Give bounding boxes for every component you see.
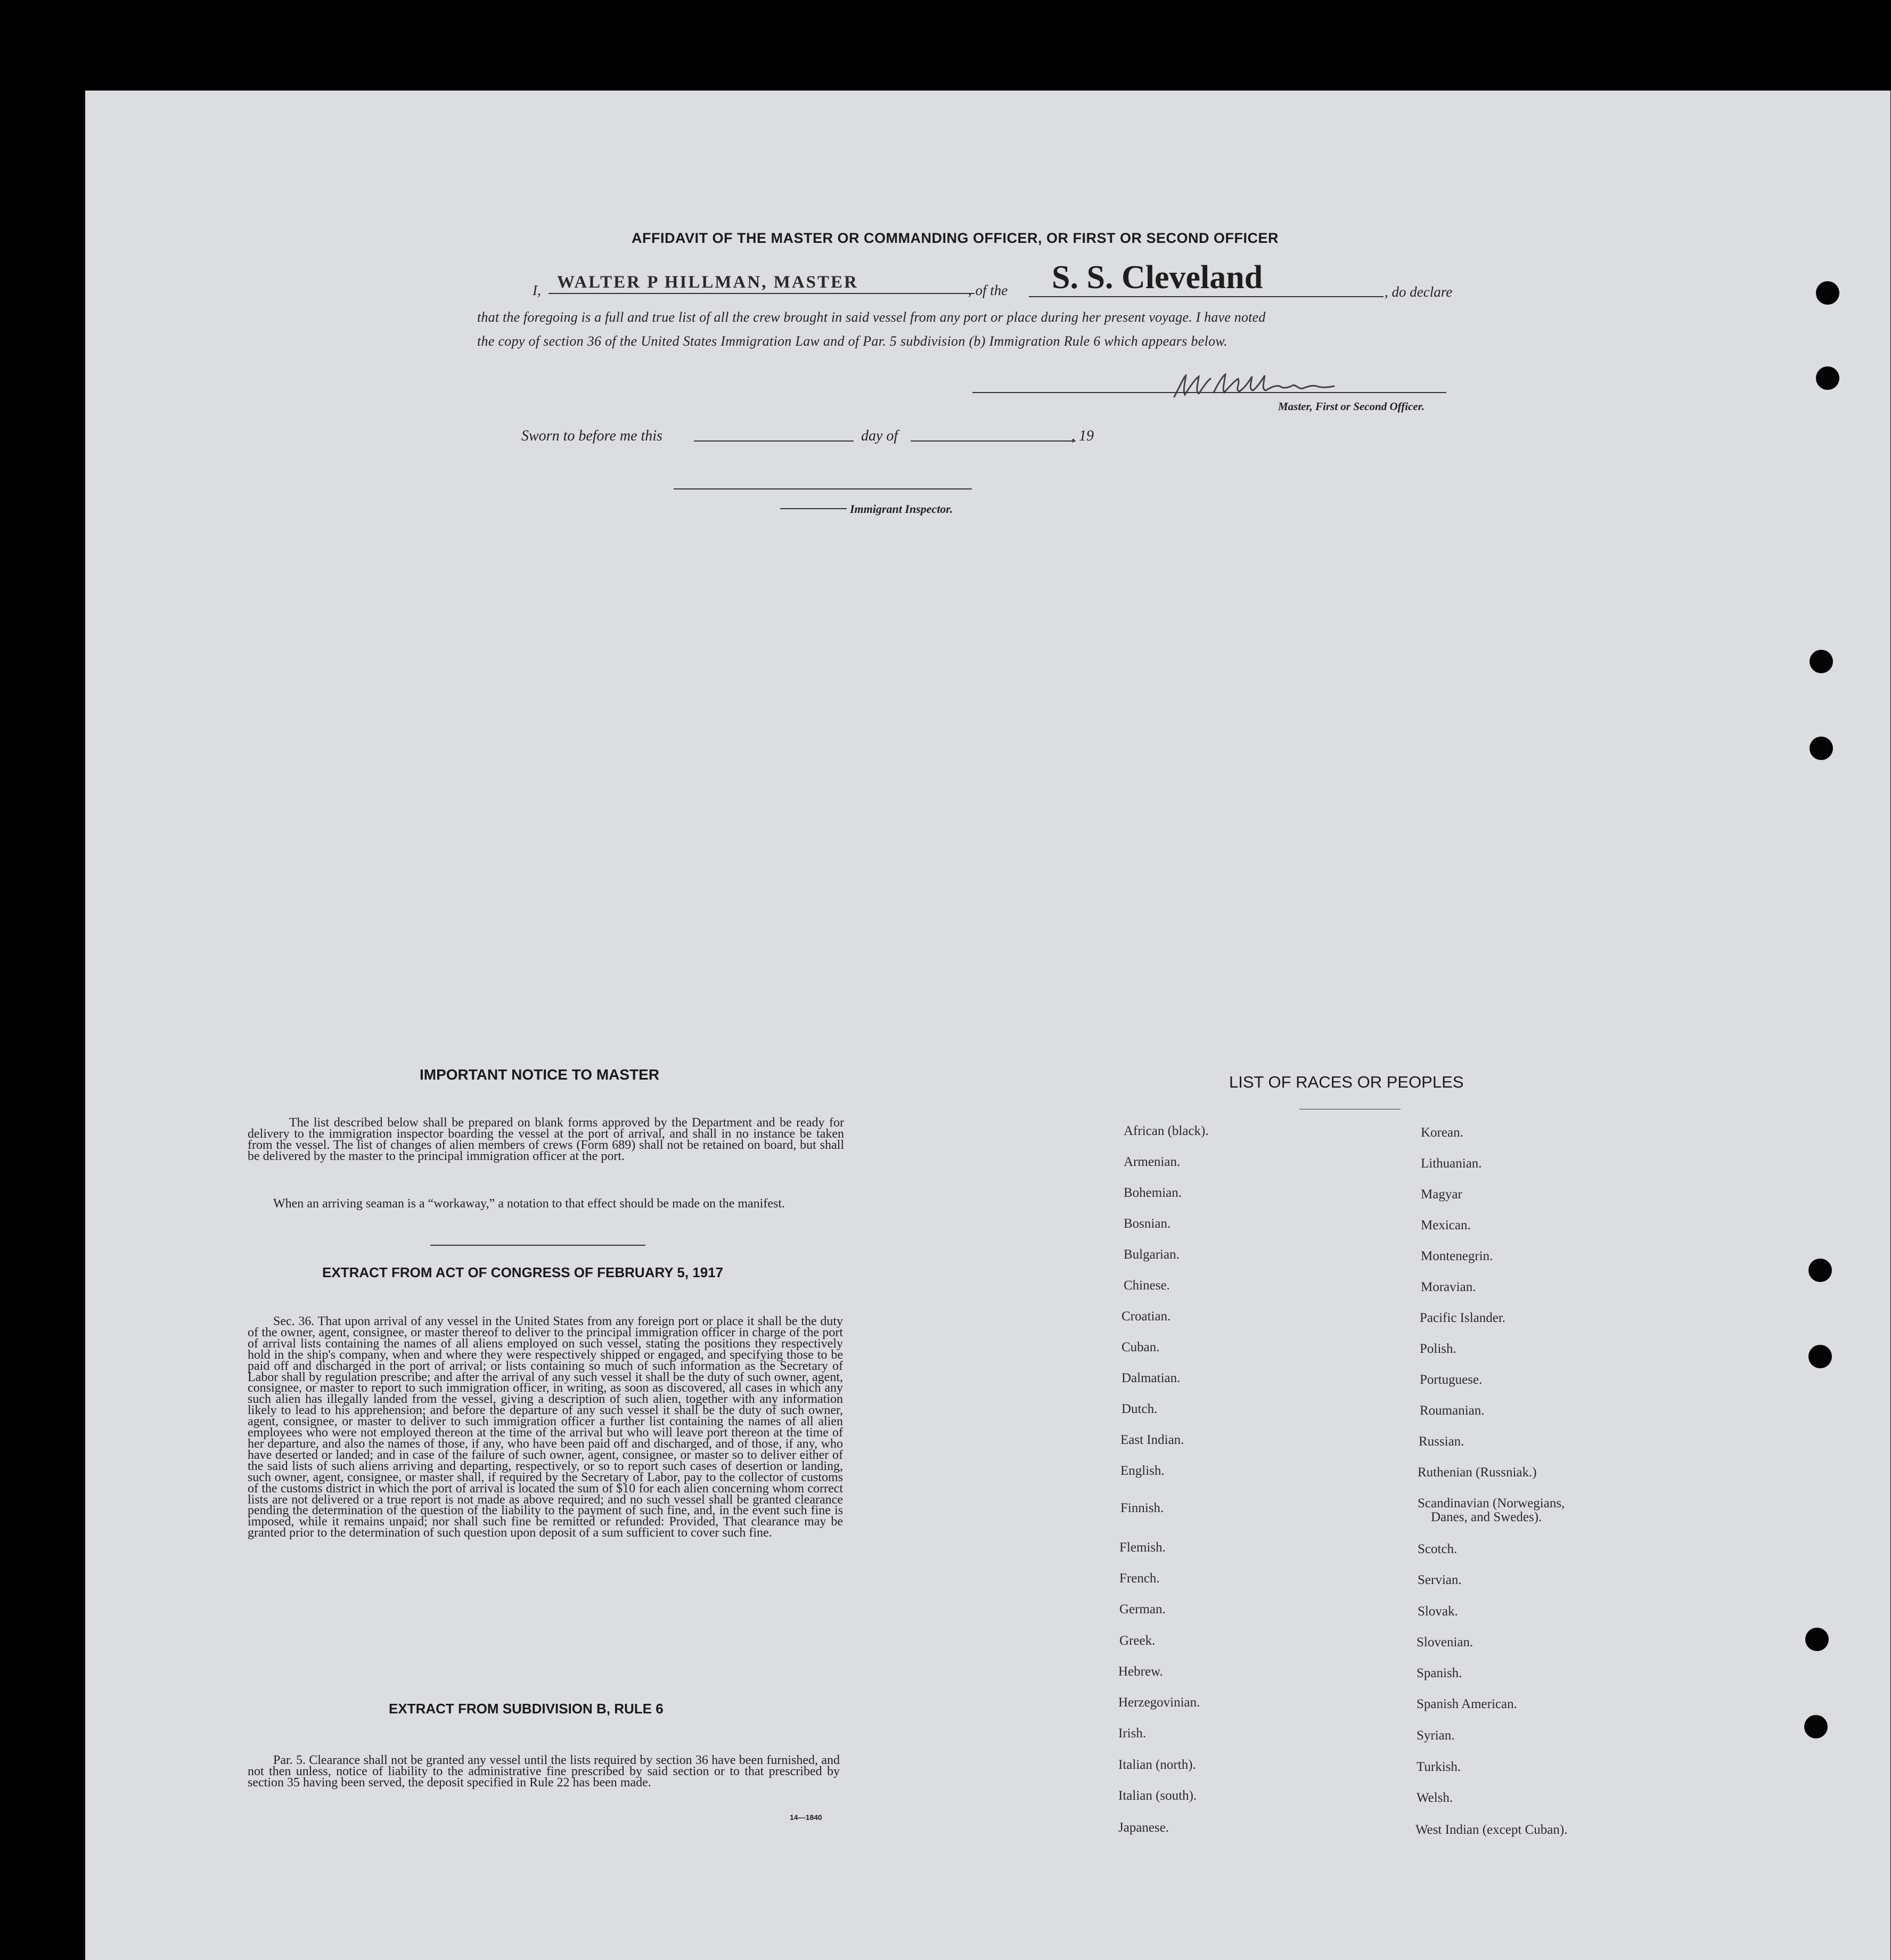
- race-item: African (black).: [1124, 1124, 1209, 1138]
- affidavit-do-declare: , do declare: [1385, 284, 1453, 300]
- ship-name-field: S. S. Cleveland: [1052, 259, 1263, 296]
- race-item: Spanish.: [1417, 1666, 1462, 1680]
- race-item: Croatian.: [1121, 1309, 1171, 1324]
- race-item: Bosnian.: [1124, 1216, 1171, 1231]
- punch-hole: [1810, 650, 1833, 673]
- race-item: Dutch.: [1121, 1402, 1158, 1416]
- race-item: Mexican.: [1421, 1218, 1471, 1232]
- race-item: Scotch.: [1418, 1542, 1458, 1556]
- signature-line: [972, 392, 1446, 393]
- race-item: Syrian.: [1417, 1728, 1455, 1743]
- sworn-prefix: Sworn to before me this: [521, 428, 662, 444]
- inspector-short-line: [780, 508, 847, 509]
- master-name-line: [549, 293, 975, 294]
- race-item: Hebrew.: [1118, 1664, 1163, 1679]
- race-item: Cuban.: [1121, 1340, 1160, 1354]
- ship-name-line: [1029, 296, 1384, 297]
- affidavit-i-prefix: I,: [533, 282, 541, 298]
- punch-hole: [1810, 737, 1833, 760]
- punch-hole: [1804, 1715, 1828, 1738]
- inspector-signature-line: [674, 488, 972, 489]
- punch-hole: [1816, 366, 1839, 390]
- sworn-day-label: day of: [861, 428, 898, 444]
- race-item: Bulgarian.: [1124, 1247, 1180, 1262]
- notice-paragraph-2: When an arriving seaman is a “workaway,” a notation to that effect should be made on the manifest.: [273, 1197, 785, 1211]
- race-item: East Indian.: [1120, 1433, 1184, 1447]
- sworn-month-line: [911, 440, 1076, 442]
- rule-extract-heading: EXTRACT FROM SUBDIVISION B, RULE 6: [389, 1701, 664, 1717]
- affidavit-statement-line2: the copy of section 36 of the United States Immigration Law and of Par. 5 subdivision (b) Immigration Rule 6 which appears below.: [477, 333, 1227, 349]
- punch-hole: [1808, 1345, 1832, 1368]
- race-item: Welsh.: [1417, 1791, 1453, 1805]
- race-item: West Indian (except Cuban).: [1415, 1823, 1568, 1837]
- race-item: Montenegrin.: [1421, 1249, 1493, 1263]
- race-item: Turkish.: [1417, 1760, 1461, 1774]
- race-item: Russian.: [1419, 1434, 1464, 1449]
- sworn-day-line: [694, 440, 854, 442]
- race-item: Lithuanian.: [1421, 1156, 1482, 1171]
- act-extract-text: Sec. 36. That upon arrival of any vessel in the United States from any foreign port or place it shall be the duty of the owner, agent, consignee, or master thereof to deliver to the principal immigration officer in charge of the port of arrival lists containing the names of all aliens employed on such vessel, stating the positions they respectively hold in the ship's company, when and where they were respectively shipped or engaged, and specifying those to be paid off and discharged in the port of arrival; or lists containing so much of such information as the Secretary of Labor shall by regulation prescribe; and after the arrival of any such vessel it shall be the duty of such owner, agent, consignee, or master to report to such immigration officer, in writing, as soon as discovered, all cases in which any such alien has illegally landed from the vessel, giving a description of such alien, together with any information likely to lead to his apprehension; and before the departure of any such vessel it shall be the duty of such owner, agent, consignee, or master to deliver to such immigration officer a further list containing the names of all alien employees who were not employed thereon at the time of the arrival but who will leave port thereon at the time of her departure, and also the names of those, if any, who have been paid off and discharged, and of those, if any, who have deserted or landed; and in case of the failure of such owner, agent, consignee, or master so to deliver either of the said lists of such aliens arriving and departing, respectively, or so to report such cases of desertion or landing, such owner, agent, consignee, or master shall, if required by the Secretary of Labor, pay to the collector of customs of the customs district in which the port of arrival is located the sum of $10 for each alien concerning whom correct lists are not delivered or a true report is not made as above required; and no such vessel shall be granted clearance pending the determination of the question of the liability to the payment of such fine, and, in the event such fine is imposed, while it remains unpaid; nor shall such fine be remitted or refunded: Provided, That clearance may be granted prior to the determination of such question upon deposit of a sum sufficient to cover such fine.: [248, 1314, 843, 1540]
- inspector-caption: Immigrant Inspector.: [850, 502, 953, 516]
- race-item: Moravian.: [1421, 1280, 1476, 1294]
- sworn-year-label: , 19: [1071, 428, 1094, 444]
- race-item: Finnish.: [1120, 1501, 1164, 1515]
- race-item: French.: [1119, 1571, 1160, 1586]
- race-item: Pacific Islander.: [1420, 1311, 1506, 1325]
- race-item: Irish.: [1118, 1726, 1147, 1741]
- notice-paragraph-1: The list described below shall be prepared on blank forms approved by the Department and be ready for delivery to the immigration inspector boarding the vessel at the port of arrival, and shall in no instance be taken from the vessel. The list of changes of alien members of crews (Form 689) shall not be retained on board, but shall be delivered by the master to the principal immigration officer at the port.: [248, 1116, 844, 1163]
- race-item: Dalmatian.: [1121, 1371, 1181, 1385]
- form-number: 14—1840: [790, 1813, 822, 1822]
- punch-hole: [1816, 281, 1839, 305]
- punch-hole: [1805, 1628, 1829, 1651]
- race-item: Chinese.: [1124, 1278, 1170, 1293]
- race-item: Roumanian.: [1420, 1403, 1485, 1418]
- race-item: English.: [1120, 1464, 1165, 1478]
- section-divider: [430, 1245, 645, 1246]
- race-item: Japanese.: [1118, 1820, 1169, 1835]
- race-item: Korean.: [1421, 1125, 1463, 1140]
- race-item: Slovak.: [1418, 1604, 1458, 1619]
- rule-extract-text: Par. 5. Clearance shall not be granted any vessel until the lists required by section 36 have been furnished, and not then unless, notice of liability to the administrative fine prescribed by said section or to that prescribed by section 35 having been served, the deposit specified in Rule 22 has been made.: [248, 1753, 840, 1790]
- document-page: [85, 91, 1890, 1960]
- affidavit-of-the: , of the: [968, 282, 1008, 298]
- act-extract-heading: EXTRACT FROM ACT OF CONGRESS OF FEBRUARY 5, 1917: [322, 1264, 724, 1280]
- race-item: Italian (north).: [1118, 1758, 1196, 1772]
- punch-hole: [1808, 1259, 1832, 1282]
- races-heading: LIST OF RACES OR PEOPLES: [1229, 1073, 1464, 1091]
- affidavit-statement-line1: that the foregoing is a full and true list of all the crew brought in said vessel from any port or place during her present voyage. I have noted: [477, 309, 1266, 325]
- race-item: Servian.: [1418, 1573, 1462, 1587]
- race-item: Ruthenian (Russniak.): [1418, 1465, 1537, 1480]
- race-item: Scandinavian (Norwegians, Danes, and Swedes).: [1418, 1496, 1565, 1524]
- race-item: Italian (south).: [1118, 1788, 1197, 1803]
- master-name-field: WALTER P HILLMAN, MASTER: [557, 273, 858, 292]
- master-signature: [1169, 371, 1456, 403]
- race-item: Bohemian.: [1124, 1186, 1182, 1200]
- race-item: Herzegovinian.: [1118, 1695, 1200, 1710]
- notice-heading: IMPORTANT NOTICE TO MASTER: [420, 1066, 660, 1083]
- race-item: Slovenian.: [1417, 1635, 1473, 1649]
- race-item: German.: [1119, 1602, 1166, 1616]
- race-item: Flemish.: [1119, 1540, 1166, 1555]
- race-item: Portuguese.: [1420, 1373, 1483, 1387]
- race-item: Armenian.: [1124, 1155, 1181, 1169]
- signature-caption: Master, First or Second Officer.: [1278, 400, 1425, 413]
- race-item: Greek.: [1119, 1634, 1156, 1648]
- race-item: Polish.: [1420, 1342, 1456, 1356]
- race-item: Magyar: [1421, 1187, 1462, 1202]
- affidavit-title: AFFIDAVIT OF THE MASTER OR COMMANDING OFFICER, OR FIRST OR SECOND OFFICER: [632, 230, 1279, 246]
- race-item: Spanish American.: [1417, 1697, 1517, 1711]
